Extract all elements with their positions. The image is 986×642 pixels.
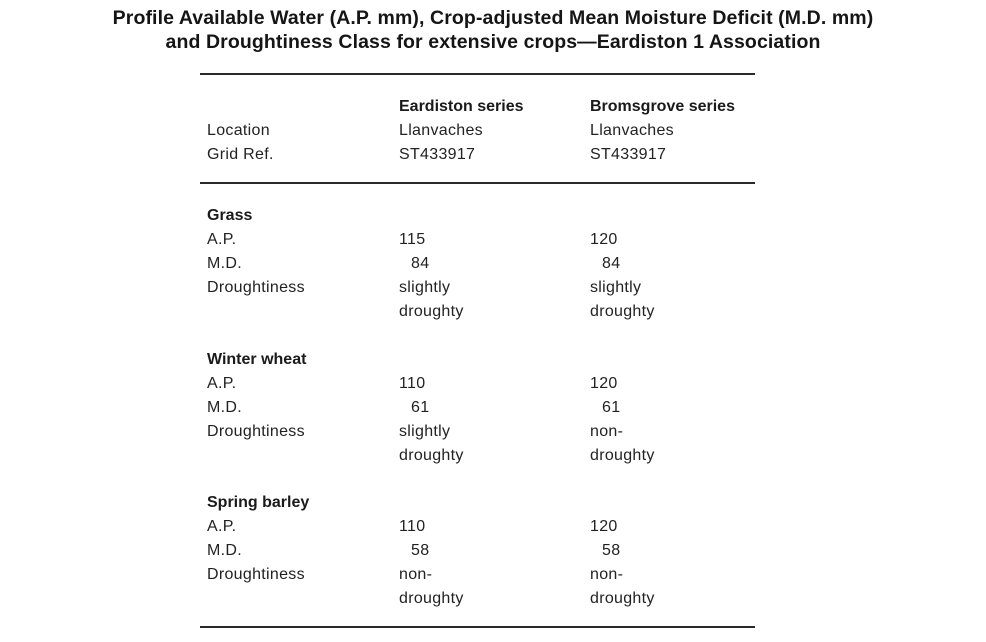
row-label-droughtiness: Droughtiness — [207, 566, 305, 583]
table-title-line-2: and Droughtiness Class for extensive crops—Eardiston 1 Association — [165, 31, 821, 53]
spring-barley-md-bromsgrove: 58 — [602, 542, 621, 559]
table-title-line-1: Profile Available Water (A.P. mm), Crop-adjusted Mean Moisture Deficit (M.D. mm) — [112, 7, 874, 29]
row-label-md: M.D. — [207, 255, 242, 272]
row-label-ap: A.P. — [207, 375, 237, 392]
grass-md-eardiston: 84 — [411, 255, 430, 272]
grass-ap-bromsgrove: 120 — [590, 231, 618, 248]
grass-md-bromsgrove: 84 — [602, 255, 621, 272]
column-header-eardiston: Eardiston series — [399, 98, 524, 115]
location-label: Location — [207, 122, 270, 139]
grass-droughtiness-bromsgrove-line-1: slightly — [590, 279, 642, 296]
winter-wheat-ap-eardiston: 110 — [399, 375, 426, 392]
winter-wheat-droughtiness-bromsgrove-line-2: droughty — [590, 447, 655, 464]
spring-barley-ap-bromsgrove: 120 — [590, 518, 618, 535]
column-header-bromsgrove: Bromsgrove series — [590, 98, 735, 115]
row-label-ap: A.P. — [207, 518, 237, 535]
row-label-ap: A.P. — [207, 231, 237, 248]
winter-wheat-droughtiness-eardiston-line-1: slightly — [399, 423, 451, 440]
winter-wheat-droughtiness-bromsgrove-line-1: non- — [590, 423, 624, 440]
spring-barley-droughtiness-bromsgrove-line-1: non- — [590, 566, 624, 583]
winter-wheat-md-bromsgrove: 61 — [602, 399, 621, 416]
spring-barley-droughtiness-eardiston-line-2: droughty — [399, 590, 464, 607]
winter-wheat-ap-bromsgrove: 120 — [590, 375, 618, 392]
bottom-rule — [200, 626, 755, 628]
location-eardiston: Llanvaches — [399, 122, 483, 139]
location-bromsgrove: Llanvaches — [590, 122, 674, 139]
spring-barley-droughtiness-bromsgrove-line-2: droughty — [590, 590, 655, 607]
winter-wheat-md-eardiston: 61 — [411, 399, 430, 416]
top-rule — [200, 73, 755, 75]
section-heading-winter-wheat: Winter wheat — [207, 351, 307, 368]
row-label-md: M.D. — [207, 542, 242, 559]
gridref-label: Grid Ref. — [207, 146, 274, 163]
winter-wheat-droughtiness-eardiston-line-2: droughty — [399, 447, 464, 464]
header-rule — [200, 182, 755, 184]
row-label-droughtiness: Droughtiness — [207, 279, 305, 296]
grass-ap-eardiston: 115 — [399, 231, 426, 248]
spring-barley-ap-eardiston: 110 — [399, 518, 426, 535]
grass-droughtiness-eardiston-line-2: droughty — [399, 303, 464, 320]
section-heading-spring-barley: Spring barley — [207, 494, 310, 511]
grass-droughtiness-eardiston-line-1: slightly — [399, 279, 451, 296]
table-title — [0, 6, 986, 54]
spring-barley-md-eardiston: 58 — [411, 542, 430, 559]
spring-barley-droughtiness-eardiston-line-1: non- — [399, 566, 433, 583]
gridref-bromsgrove: ST433917 — [590, 146, 667, 163]
row-label-droughtiness: Droughtiness — [207, 423, 305, 440]
row-label-md: M.D. — [207, 399, 242, 416]
grass-droughtiness-bromsgrove-line-2: droughty — [590, 303, 655, 320]
section-heading-grass: Grass — [207, 207, 253, 224]
gridref-eardiston: ST433917 — [399, 146, 476, 163]
